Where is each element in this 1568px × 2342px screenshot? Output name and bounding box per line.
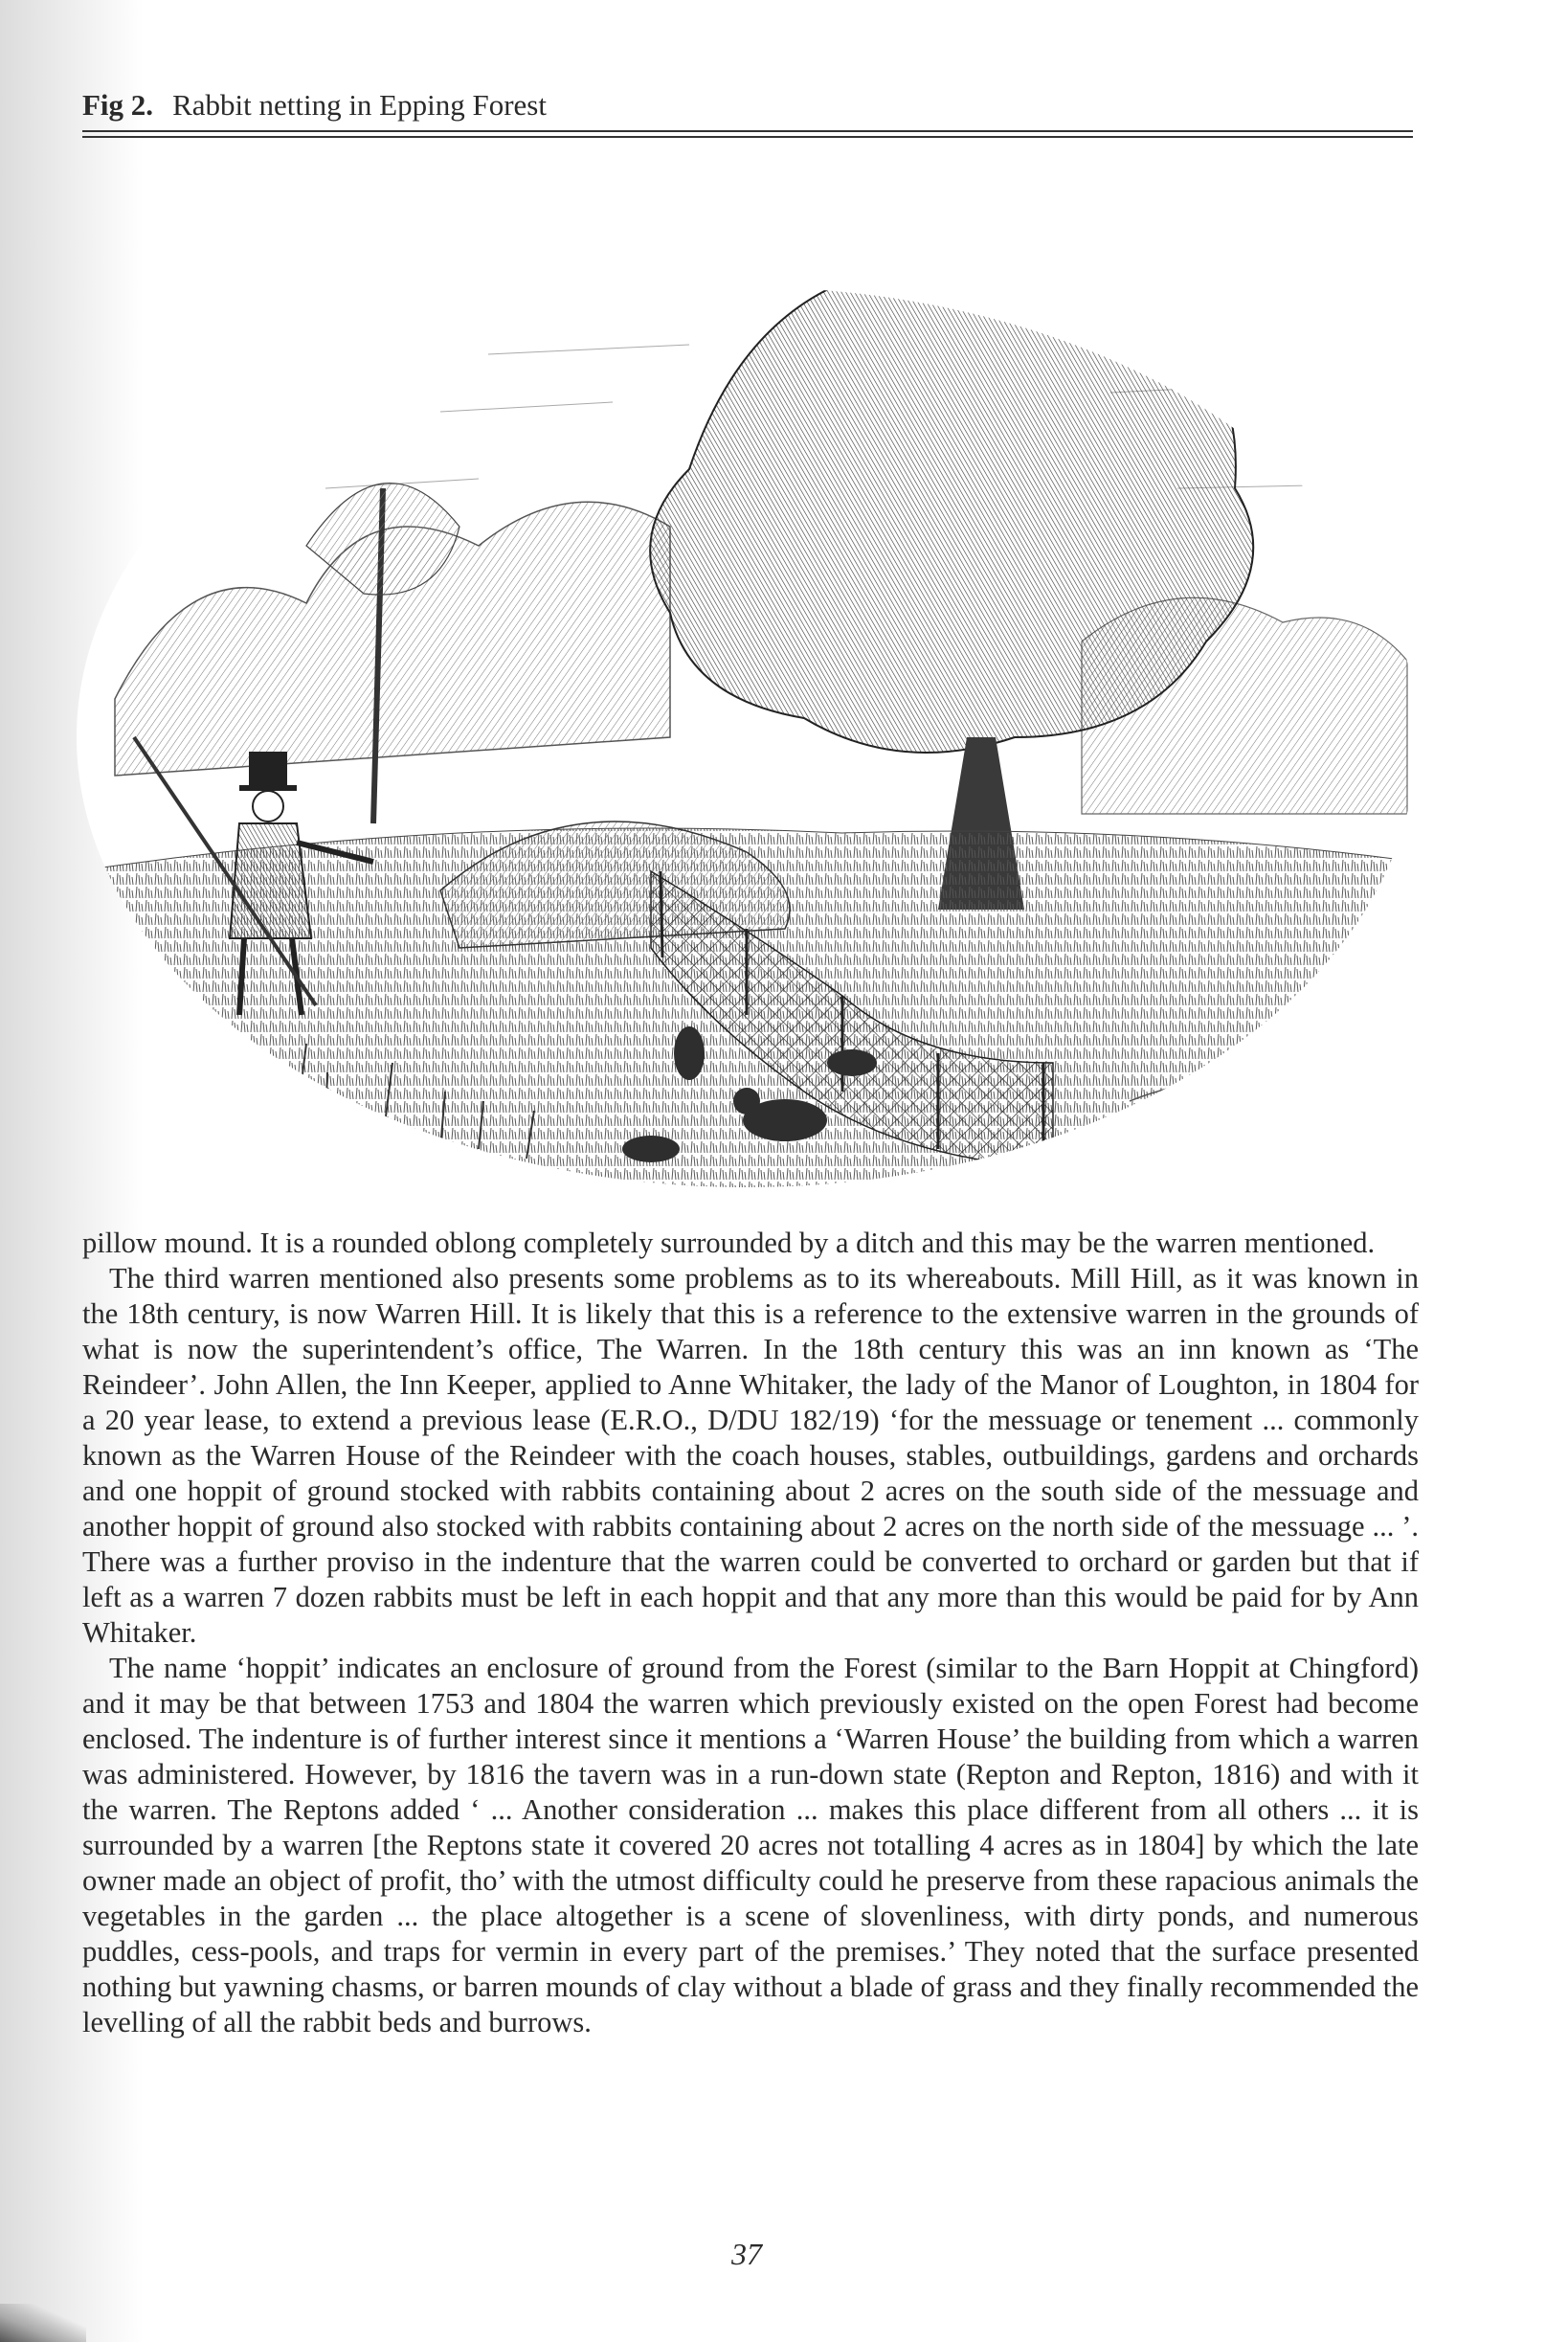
engraving-illustration xyxy=(77,201,1417,1206)
figure-title: Rabbit netting in Epping Forest xyxy=(172,88,547,122)
caption-rule-bottom xyxy=(82,136,1413,138)
body-text xyxy=(82,1226,1419,2040)
page-number: 37 xyxy=(731,2237,762,2271)
figure-label: Fig 2. xyxy=(82,88,154,122)
paragraph-3: The name ‘hoppit’ indicates an enclosure of ground from the Forest (similar to the Barn Hoppit at Chingford) and it may be that between 1753 and 1804 the warren which previously existed on the open Forest had become enclosed. The indenture is of further interest since it mentions a ‘Warren House’ the building from which a warren was administered. However, by 1816 the tavern was in a run-down state (Repton and Repton, 1816) and with it the warren. The Reptons added ‘ ... Another consideration ... makes this place different from all others ... it is surrounded by a warren [the Reptons state it covered 20 acres not totalling 4 acres as in 1804] by which the late owner made an object of profit, tho’ with the utmost difficulty could he preserve from these rapacious animals the vegetables in the garden ... the place altogether is a scene of slovenliness, with dirty ponds, and numerous puddles, cess-pools, and traps for vermin in every part of the premises.’ They noted that the surface presented nothing but yawning chasms, or barren mounds of clay without a blade of grass and they finally recommended the levelling of all the rabbit beds and burrows. xyxy=(82,1652,1419,2038)
caption-rule-top xyxy=(82,130,1413,132)
corner-smudge xyxy=(0,2304,86,2342)
figure-caption xyxy=(82,88,1413,123)
paragraph-2: The third warren mentioned also presents some problems as to its whereabouts. Mill Hill, as it was known in the 18th century, is now Warren Hill. It is likely that this is a reference to the extensive warren in the grounds of what is now the superintendent’s office, The Warren. In the 18th century this was an inn known as ‘The Reindeer’. John Allen, the Inn Keeper, applied to Anne Whitaker, the lady of the Manor of Loughton, in 1804 for a 20 year lease, to extend a previous lease (E.R.O., D/DU 182/19) ‘for the messuage or tenement ... commonly known as the Warren House of the Reindeer with the coach houses, stables, outbuildings, gardens and orchards and one hoppit of ground stocked with rabbits containing about 2 acres on the south side of the messuage and another hoppit of ground also stocked with rabbits containing about 2 acres on the north side of the messuage ... ’. There was a further proviso in the indenture that the warren could be converted to orchard or garden but that if left as a warren 7 dozen rabbits must be left in each hoppit and that any more than this would be paid for by Ann Whitaker. xyxy=(82,1262,1419,1649)
paragraph-1: pillow mound. It is a rounded oblong completely surrounded by a ditch and this may be the warren mentioned. xyxy=(82,1227,1376,1259)
